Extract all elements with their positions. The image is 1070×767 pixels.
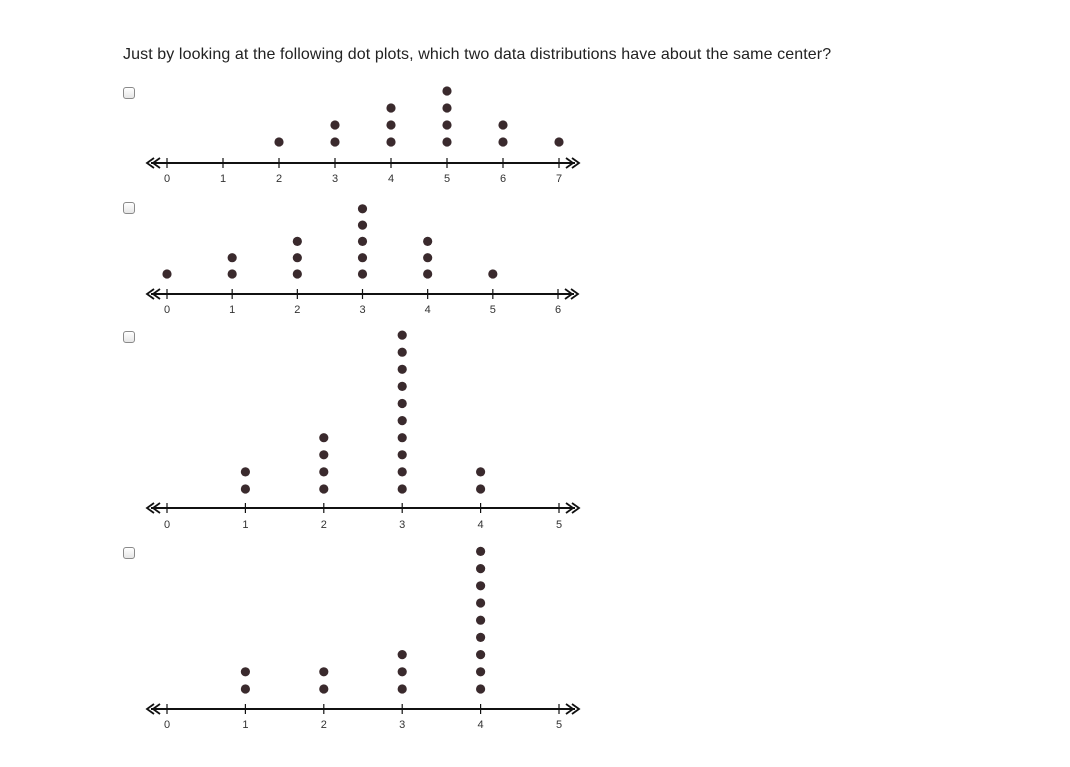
data-dot: [330, 120, 339, 129]
data-dot: [241, 484, 250, 493]
data-dot: [330, 137, 339, 146]
option-2-checkbox[interactable]: [123, 202, 135, 214]
data-dot: [274, 137, 283, 146]
data-dot: [476, 684, 485, 693]
data-dot: [398, 484, 407, 493]
data-dot: [241, 684, 250, 693]
axis-arrow-right-icon: [565, 289, 578, 299]
axis-arrow-right-icon: [566, 503, 579, 513]
data-dot: [398, 467, 407, 476]
tick-label: 0: [163, 173, 171, 185]
option-3-checkbox[interactable]: [123, 331, 135, 343]
data-dot: [423, 269, 432, 278]
data-dot: [241, 667, 250, 676]
data-dot: [398, 348, 407, 357]
tick-label: 4: [477, 719, 484, 731]
data-dot: [398, 399, 407, 408]
data-dot: [442, 103, 451, 112]
data-dot: [423, 253, 432, 262]
data-dot: [398, 365, 407, 374]
data-dot: [293, 237, 302, 246]
data-dot: [293, 253, 302, 262]
tick-label: 6: [499, 173, 507, 185]
data-dot: [398, 416, 407, 425]
tick-label: 2: [320, 519, 327, 531]
tick-label: 5: [443, 173, 451, 185]
data-dot: [476, 650, 485, 659]
tick-label: 5: [489, 304, 496, 316]
axis-arrow-right-icon: [566, 704, 579, 714]
tick-label: 2: [294, 304, 301, 316]
data-dot: [358, 204, 367, 213]
data-dot: [476, 667, 485, 676]
axis-arrow-left-icon: [147, 158, 160, 168]
data-dot: [442, 120, 451, 129]
data-dot: [319, 433, 328, 442]
question-text: Just by looking at the following dot plots, which two data distributions have about the same center?: [123, 46, 832, 63]
tick-label: 2: [320, 719, 327, 731]
data-dot: [398, 450, 407, 459]
data-dot: [358, 269, 367, 278]
option-4-checkbox[interactable]: [123, 547, 135, 559]
data-dot: [228, 269, 237, 278]
tick-label: 1: [242, 719, 249, 731]
data-dot: [241, 467, 250, 476]
data-dot: [476, 547, 485, 556]
data-dot: [386, 120, 395, 129]
tick-label: 1: [219, 173, 227, 185]
data-dot: [423, 237, 432, 246]
data-dot: [319, 684, 328, 693]
data-dot: [398, 684, 407, 693]
tick-label: 6: [554, 304, 562, 316]
tick-label: 7: [555, 173, 563, 185]
tick-label: 3: [331, 173, 339, 185]
data-dot: [476, 616, 485, 625]
tick-label: 0: [163, 519, 171, 531]
tick-label: 3: [399, 719, 406, 731]
data-dot: [498, 137, 507, 146]
data-dot: [398, 331, 407, 340]
tick-label: 2: [275, 173, 283, 185]
data-dot: [398, 382, 407, 391]
data-dot: [476, 581, 485, 590]
axis-arrow-left-icon: [147, 289, 160, 299]
axis-arrow-left-icon: [147, 704, 160, 714]
data-dot: [319, 450, 328, 459]
data-dot: [442, 137, 451, 146]
data-dot: [442, 86, 451, 95]
tick-label: 4: [387, 173, 395, 185]
data-dot: [398, 667, 407, 676]
axis-arrow-left-icon: [147, 503, 160, 513]
data-dot: [476, 633, 485, 642]
data-dot: [358, 221, 367, 230]
data-dot: [319, 667, 328, 676]
tick-label: 0: [163, 304, 171, 316]
tick-label: 3: [359, 304, 366, 316]
data-dot: [358, 253, 367, 262]
data-dot: [398, 433, 407, 442]
data-dot: [398, 650, 407, 659]
data-dot: [386, 137, 395, 146]
tick-label: 4: [424, 304, 431, 316]
axis-arrow-right-icon: [566, 158, 579, 168]
data-dot: [476, 467, 485, 476]
tick-label: 3: [399, 519, 406, 531]
tick-label: 0: [163, 719, 171, 731]
option-1-checkbox[interactable]: [123, 87, 135, 99]
data-dot: [386, 103, 395, 112]
data-dot: [488, 269, 497, 278]
tick-label: 4: [477, 519, 484, 531]
tick-label: 5: [555, 719, 563, 731]
data-dot: [319, 467, 328, 476]
tick-label: 5: [555, 519, 563, 531]
data-dot: [162, 269, 171, 278]
data-dot: [476, 484, 485, 493]
data-dot: [293, 269, 302, 278]
tick-label: 1: [229, 304, 236, 316]
data-dot: [554, 137, 563, 146]
data-dot: [476, 598, 485, 607]
data-dot: [319, 484, 328, 493]
tick-label: 1: [242, 519, 249, 531]
data-dot: [358, 237, 367, 246]
data-dot: [498, 120, 507, 129]
data-dot: [476, 564, 485, 573]
data-dot: [228, 253, 237, 262]
